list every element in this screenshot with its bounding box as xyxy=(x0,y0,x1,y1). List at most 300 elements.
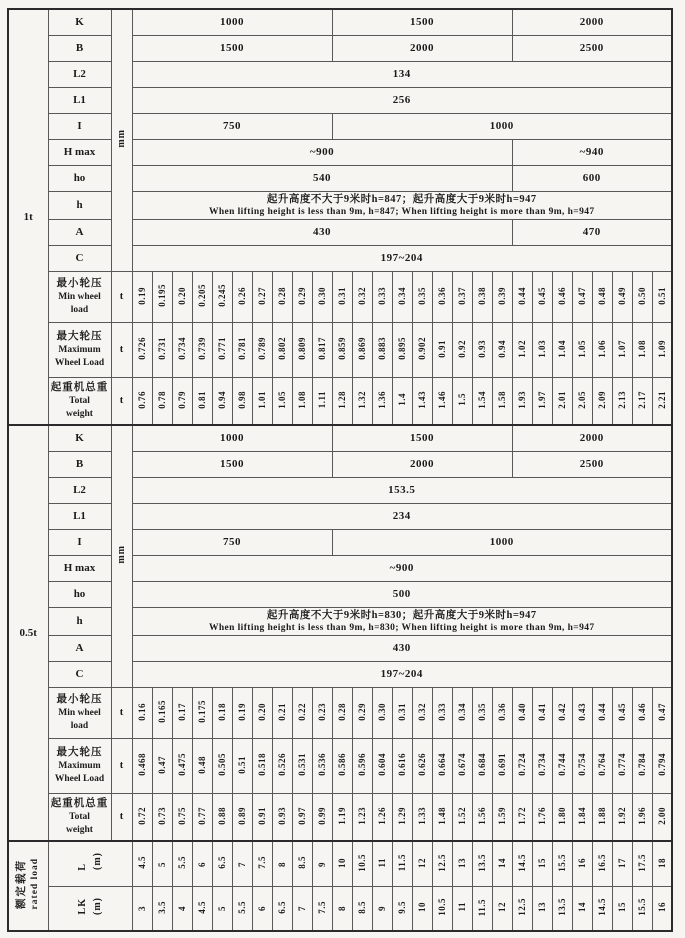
value-text: 11.5 xyxy=(396,854,407,872)
value-text: 1.58 xyxy=(496,390,507,409)
value-text: 0.30 xyxy=(376,702,387,721)
value-cell xyxy=(652,738,672,793)
row-label-min-wheel xyxy=(48,271,111,322)
value-cell xyxy=(232,793,252,841)
value-text: 14 xyxy=(496,857,507,868)
value-cell xyxy=(512,886,532,931)
max-wheel-load-row xyxy=(8,738,672,793)
value-cell xyxy=(552,687,572,738)
label-zh: 最大轮压 xyxy=(56,331,103,342)
value-text: 0.526 xyxy=(276,753,287,776)
value-text: 2.09 xyxy=(596,390,607,409)
value-cell xyxy=(512,841,532,886)
value-text: 15 xyxy=(536,857,547,868)
table-row xyxy=(8,165,672,191)
value-text: 0.26 xyxy=(236,286,247,305)
value-cell xyxy=(612,687,632,738)
value-cell xyxy=(332,271,352,322)
table-row xyxy=(8,219,672,245)
value-cell xyxy=(492,841,512,886)
dim-value: ~900 xyxy=(132,555,672,581)
value-cell xyxy=(332,841,352,886)
dim-value: 134 xyxy=(132,61,672,87)
value-cell xyxy=(592,793,612,841)
value-cell xyxy=(532,841,552,886)
value-cell xyxy=(632,886,652,931)
dim-label-a: A xyxy=(48,219,111,245)
value-cell xyxy=(292,322,312,377)
LK-unit: (m) xyxy=(92,896,103,915)
value-text: 0.49 xyxy=(616,286,627,305)
value-text: 0.91 xyxy=(256,806,267,825)
value-text: 1.97 xyxy=(536,390,547,409)
label-zh: 起重机总重 xyxy=(50,382,109,394)
value-text: 0.36 xyxy=(436,286,447,305)
note-zh: 起升高度不大于9米时h=830；起升高度大于9米时h=947 xyxy=(266,609,537,621)
unit-mm-label: mm xyxy=(115,545,127,565)
row-label-L xyxy=(48,841,132,886)
value-cell xyxy=(192,841,212,886)
value-cell xyxy=(172,793,192,841)
label-en: Wheel Load xyxy=(54,774,105,784)
value-cell xyxy=(132,377,152,425)
value-cell xyxy=(332,322,352,377)
table-row xyxy=(8,477,672,503)
value-text: 0.902 xyxy=(416,337,427,360)
value-text: 0.19 xyxy=(136,286,147,305)
value-cell xyxy=(212,841,232,886)
value-text: 1.48 xyxy=(436,806,447,825)
row-label-total-weight xyxy=(48,377,111,425)
value-cell xyxy=(312,322,332,377)
unit-t-cell: t xyxy=(111,271,132,322)
value-cell xyxy=(392,322,412,377)
value-text: 0.245 xyxy=(216,284,227,307)
value-text: 1.29 xyxy=(396,806,407,825)
value-text: 7 xyxy=(296,906,307,912)
value-text: 0.81 xyxy=(196,390,207,409)
value-text: 0.34 xyxy=(396,286,407,305)
value-cell xyxy=(192,793,212,841)
value-cell xyxy=(492,377,512,425)
value-cell xyxy=(292,271,312,322)
value-cell xyxy=(192,886,212,931)
label-en: Total xyxy=(69,396,90,407)
dim-value: 1000 xyxy=(132,425,332,451)
value-text: 0.468 xyxy=(136,753,147,776)
value-text: 0.20 xyxy=(256,702,267,721)
row-label-min-wheel xyxy=(48,687,111,738)
value-cell xyxy=(572,738,592,793)
value-text: 0.35 xyxy=(476,702,487,721)
value-cell xyxy=(372,841,392,886)
value-cell xyxy=(352,841,372,886)
value-cell xyxy=(232,687,252,738)
value-text: 0.88 xyxy=(216,806,227,825)
value-text: 13.5 xyxy=(556,898,567,917)
value-text: 1.04 xyxy=(556,339,567,358)
dim-value: 1000 xyxy=(332,529,672,555)
note-en: When lifting height is less than 9m, h=830; When lifting height is more than 9m, h=947 xyxy=(208,622,595,633)
value-cell xyxy=(572,886,592,931)
value-text: 9 xyxy=(376,906,387,912)
unit-t-cell: t xyxy=(111,793,132,841)
dim-label-c: C xyxy=(48,661,111,687)
value-text: 1.03 xyxy=(536,339,547,358)
value-cell xyxy=(352,322,372,377)
lifting-height-note xyxy=(132,607,672,635)
value-text: 1.52 xyxy=(456,806,467,825)
value-text: 4.5 xyxy=(196,900,207,914)
dim-value: 430 xyxy=(132,635,672,661)
value-cell xyxy=(132,793,152,841)
value-text: 17.5 xyxy=(636,853,647,872)
value-text: 0.869 xyxy=(356,337,367,360)
span-LK-row xyxy=(8,886,672,931)
value-cell xyxy=(532,738,552,793)
value-text: 0.27 xyxy=(256,286,267,305)
dim-label-hmax: H max xyxy=(48,555,111,581)
max-wheel-load-row xyxy=(8,322,672,377)
value-text: 1.28 xyxy=(336,390,347,409)
value-text: 0.29 xyxy=(356,702,367,721)
value-text: 0.734 xyxy=(536,753,547,776)
value-text: 15.5 xyxy=(556,853,567,872)
value-text: 0.175 xyxy=(196,700,207,723)
value-cell xyxy=(472,738,492,793)
value-cell xyxy=(472,793,492,841)
value-cell xyxy=(432,793,452,841)
rated-load-label xyxy=(8,841,48,931)
value-cell xyxy=(612,322,632,377)
value-cell xyxy=(292,841,312,886)
value-text: 0.784 xyxy=(636,753,647,776)
value-cell xyxy=(512,793,532,841)
value-text: 0.664 xyxy=(436,753,447,776)
dim-value: 197~204 xyxy=(132,245,672,271)
value-cell xyxy=(252,793,272,841)
value-text: 12 xyxy=(496,902,507,913)
value-text: 0.40 xyxy=(516,702,527,721)
value-cell xyxy=(432,738,452,793)
value-cell xyxy=(612,377,632,425)
table-row xyxy=(8,635,672,661)
value-cell xyxy=(152,793,172,841)
dim-value: 1500 xyxy=(132,35,332,61)
value-text: 1.05 xyxy=(576,339,587,358)
value-cell xyxy=(172,886,192,931)
dim-value: 2000 xyxy=(512,425,672,451)
dim-label-l1: L1 xyxy=(48,87,111,113)
value-cell xyxy=(152,738,172,793)
value-text: 5.5 xyxy=(176,856,187,870)
value-cell xyxy=(532,886,552,931)
value-cell xyxy=(232,271,252,322)
value-text: 0.764 xyxy=(596,753,607,776)
value-cell xyxy=(152,687,172,738)
LK-label: LK xyxy=(76,898,88,915)
value-text: 0.47 xyxy=(576,286,587,305)
value-text: 6.5 xyxy=(216,856,227,870)
value-cell xyxy=(612,271,632,322)
value-text: 0.97 xyxy=(296,806,307,825)
value-text: 0.771 xyxy=(216,337,227,360)
value-text: 0.674 xyxy=(456,753,467,776)
table-row xyxy=(8,503,672,529)
value-text: 0.44 xyxy=(596,702,607,721)
label-en: Total xyxy=(69,812,90,823)
value-text: 0.79 xyxy=(176,390,187,409)
value-text: 1.43 xyxy=(416,390,427,409)
value-text: 0.91 xyxy=(436,339,447,358)
value-text: 1.05 xyxy=(276,390,287,409)
row-label-LK xyxy=(48,886,132,931)
value-text: 1.36 xyxy=(376,390,387,409)
value-cell xyxy=(412,738,432,793)
value-cell xyxy=(432,687,452,738)
value-text: 2.00 xyxy=(656,806,667,825)
value-cell xyxy=(212,271,232,322)
value-cell xyxy=(192,322,212,377)
value-cell xyxy=(532,322,552,377)
value-text: 11.5 xyxy=(476,898,487,916)
dim-label-ho: ho xyxy=(48,165,111,191)
value-cell xyxy=(592,687,612,738)
value-text: 5 xyxy=(216,906,227,912)
value-text: 6 xyxy=(196,861,207,867)
value-text: 0.48 xyxy=(596,286,607,305)
value-text: 0.626 xyxy=(416,753,427,776)
value-text: 0.734 xyxy=(176,337,187,360)
value-cell xyxy=(372,793,392,841)
value-cell xyxy=(352,377,372,425)
value-cell xyxy=(492,793,512,841)
value-text: 1.26 xyxy=(376,806,387,825)
value-cell xyxy=(572,377,592,425)
section-1t xyxy=(8,9,672,425)
value-cell xyxy=(212,793,232,841)
value-cell xyxy=(272,687,292,738)
span-L-row xyxy=(8,841,672,886)
value-cell xyxy=(352,793,372,841)
value-cell xyxy=(452,322,472,377)
value-text: 1.32 xyxy=(356,390,367,409)
value-text: 0.731 xyxy=(156,337,167,360)
value-cell xyxy=(472,271,492,322)
value-text: 0.36 xyxy=(496,702,507,721)
value-cell xyxy=(312,841,332,886)
value-cell xyxy=(132,322,152,377)
value-text: 0.30 xyxy=(316,286,327,305)
value-cell xyxy=(512,271,532,322)
value-text: 1.07 xyxy=(616,339,627,358)
value-text: 0.94 xyxy=(496,339,507,358)
value-cell xyxy=(312,687,332,738)
value-text: 1.76 xyxy=(536,806,547,825)
value-cell xyxy=(172,322,192,377)
value-text: 0.77 xyxy=(196,806,207,825)
value-cell xyxy=(372,322,392,377)
value-cell xyxy=(432,886,452,931)
value-text: 1.08 xyxy=(636,339,647,358)
section-load-label: 1t xyxy=(8,9,48,425)
value-cell xyxy=(332,738,352,793)
value-cell xyxy=(452,377,472,425)
dim-value: ~940 xyxy=(512,139,672,165)
dim-value: ~900 xyxy=(132,139,512,165)
value-text: 4.5 xyxy=(136,856,147,870)
value-cell xyxy=(192,271,212,322)
value-cell xyxy=(392,687,412,738)
value-text: 0.28 xyxy=(336,702,347,721)
value-cell xyxy=(352,886,372,931)
table-row xyxy=(8,607,672,635)
value-text: 0.724 xyxy=(516,753,527,776)
value-text: 18 xyxy=(656,857,667,868)
value-cell xyxy=(612,793,632,841)
value-text: 0.859 xyxy=(336,337,347,360)
value-text: 0.29 xyxy=(296,286,307,305)
value-cell xyxy=(652,886,672,931)
value-cell xyxy=(152,886,172,931)
value-text: 13 xyxy=(456,857,467,868)
value-text: 15 xyxy=(616,902,627,913)
value-cell xyxy=(212,738,232,793)
value-text: 1.80 xyxy=(556,806,567,825)
value-text: 0.75 xyxy=(176,806,187,825)
value-cell xyxy=(552,738,572,793)
dim-label-i: I xyxy=(48,113,111,139)
value-text: 0.34 xyxy=(456,702,467,721)
value-cell xyxy=(512,322,532,377)
section-load-label: 0.5t xyxy=(8,425,48,841)
value-cell xyxy=(412,322,432,377)
value-text: 1.33 xyxy=(416,806,427,825)
crane-spec-table xyxy=(7,8,673,932)
L-label: L xyxy=(76,862,88,871)
value-text: 0.28 xyxy=(276,286,287,305)
value-cell xyxy=(272,793,292,841)
value-text: 10.5 xyxy=(436,898,447,917)
value-text: 0.92 xyxy=(456,339,467,358)
value-cell xyxy=(452,886,472,931)
value-cell xyxy=(612,886,632,931)
value-cell xyxy=(332,377,352,425)
value-text: 17 xyxy=(616,857,627,868)
value-cell xyxy=(492,687,512,738)
value-text: 1.09 xyxy=(656,339,667,358)
value-cell xyxy=(432,322,452,377)
value-cell xyxy=(232,738,252,793)
value-text: 0.98 xyxy=(236,390,247,409)
table-row xyxy=(8,113,672,139)
min-wheel-load-row xyxy=(8,271,672,322)
value-text: 10.5 xyxy=(356,853,367,872)
value-cell xyxy=(472,322,492,377)
dim-value: 1500 xyxy=(332,9,512,35)
note-en: When lifting height is less than 9m, h=847; When lifting height is more than 9m, h=947 xyxy=(208,206,595,217)
value-cell xyxy=(472,886,492,931)
value-text: 0.78 xyxy=(156,390,167,409)
value-cell xyxy=(592,322,612,377)
value-cell xyxy=(492,886,512,931)
table-row xyxy=(8,581,672,607)
value-text: 1.23 xyxy=(356,806,367,825)
dim-label-l2: L2 xyxy=(48,61,111,87)
value-cell xyxy=(372,738,392,793)
value-cell xyxy=(652,377,672,425)
dim-value: 2000 xyxy=(512,9,672,35)
dim-value: 2000 xyxy=(332,451,512,477)
dim-value: 540 xyxy=(132,165,512,191)
value-text: 0.32 xyxy=(416,702,427,721)
dim-label-c: C xyxy=(48,245,111,271)
value-text: 9.5 xyxy=(396,900,407,914)
value-text: 0.726 xyxy=(136,337,147,360)
label-en: Maximum xyxy=(58,761,101,771)
value-cell xyxy=(552,841,572,886)
value-cell xyxy=(252,322,272,377)
value-text: 11 xyxy=(376,857,387,868)
value-cell xyxy=(472,377,492,425)
value-cell xyxy=(192,687,212,738)
value-text: 6.5 xyxy=(276,900,287,914)
value-cell xyxy=(272,377,292,425)
value-cell xyxy=(272,322,292,377)
value-text: 0.76 xyxy=(136,390,147,409)
label-en: weight xyxy=(66,409,93,420)
value-text: 16 xyxy=(576,857,587,868)
value-cell xyxy=(552,377,572,425)
dim-value: 430 xyxy=(132,219,512,245)
value-cell xyxy=(432,377,452,425)
value-cell xyxy=(592,377,612,425)
dim-label-h: h xyxy=(48,191,111,219)
value-cell xyxy=(232,322,252,377)
value-cell xyxy=(272,841,292,886)
value-text: 11 xyxy=(456,902,467,912)
value-text: 0.46 xyxy=(636,702,647,721)
value-cell xyxy=(172,377,192,425)
total-weight-row xyxy=(8,377,672,425)
value-cell xyxy=(372,886,392,931)
value-cell xyxy=(372,271,392,322)
value-cell xyxy=(132,738,152,793)
value-text: 0.16 xyxy=(136,702,147,721)
table-row xyxy=(8,451,672,477)
value-cell xyxy=(352,738,372,793)
table-row xyxy=(8,245,672,271)
value-cell xyxy=(312,738,332,793)
value-text: 0.195 xyxy=(156,284,167,307)
value-text: 0.72 xyxy=(136,806,147,825)
value-cell xyxy=(432,271,452,322)
value-cell xyxy=(392,793,412,841)
dim-label-a: A xyxy=(48,635,111,661)
value-text: 13.5 xyxy=(476,853,487,872)
value-cell xyxy=(312,793,332,841)
label-en: weight xyxy=(66,825,93,836)
value-cell xyxy=(192,738,212,793)
value-text: 0.774 xyxy=(616,753,627,776)
value-text: 0.47 xyxy=(656,702,667,721)
value-cell xyxy=(292,738,312,793)
value-cell xyxy=(432,841,452,886)
value-cell xyxy=(652,271,672,322)
value-cell xyxy=(292,377,312,425)
value-text: 0.205 xyxy=(196,284,207,307)
value-cell xyxy=(232,841,252,886)
